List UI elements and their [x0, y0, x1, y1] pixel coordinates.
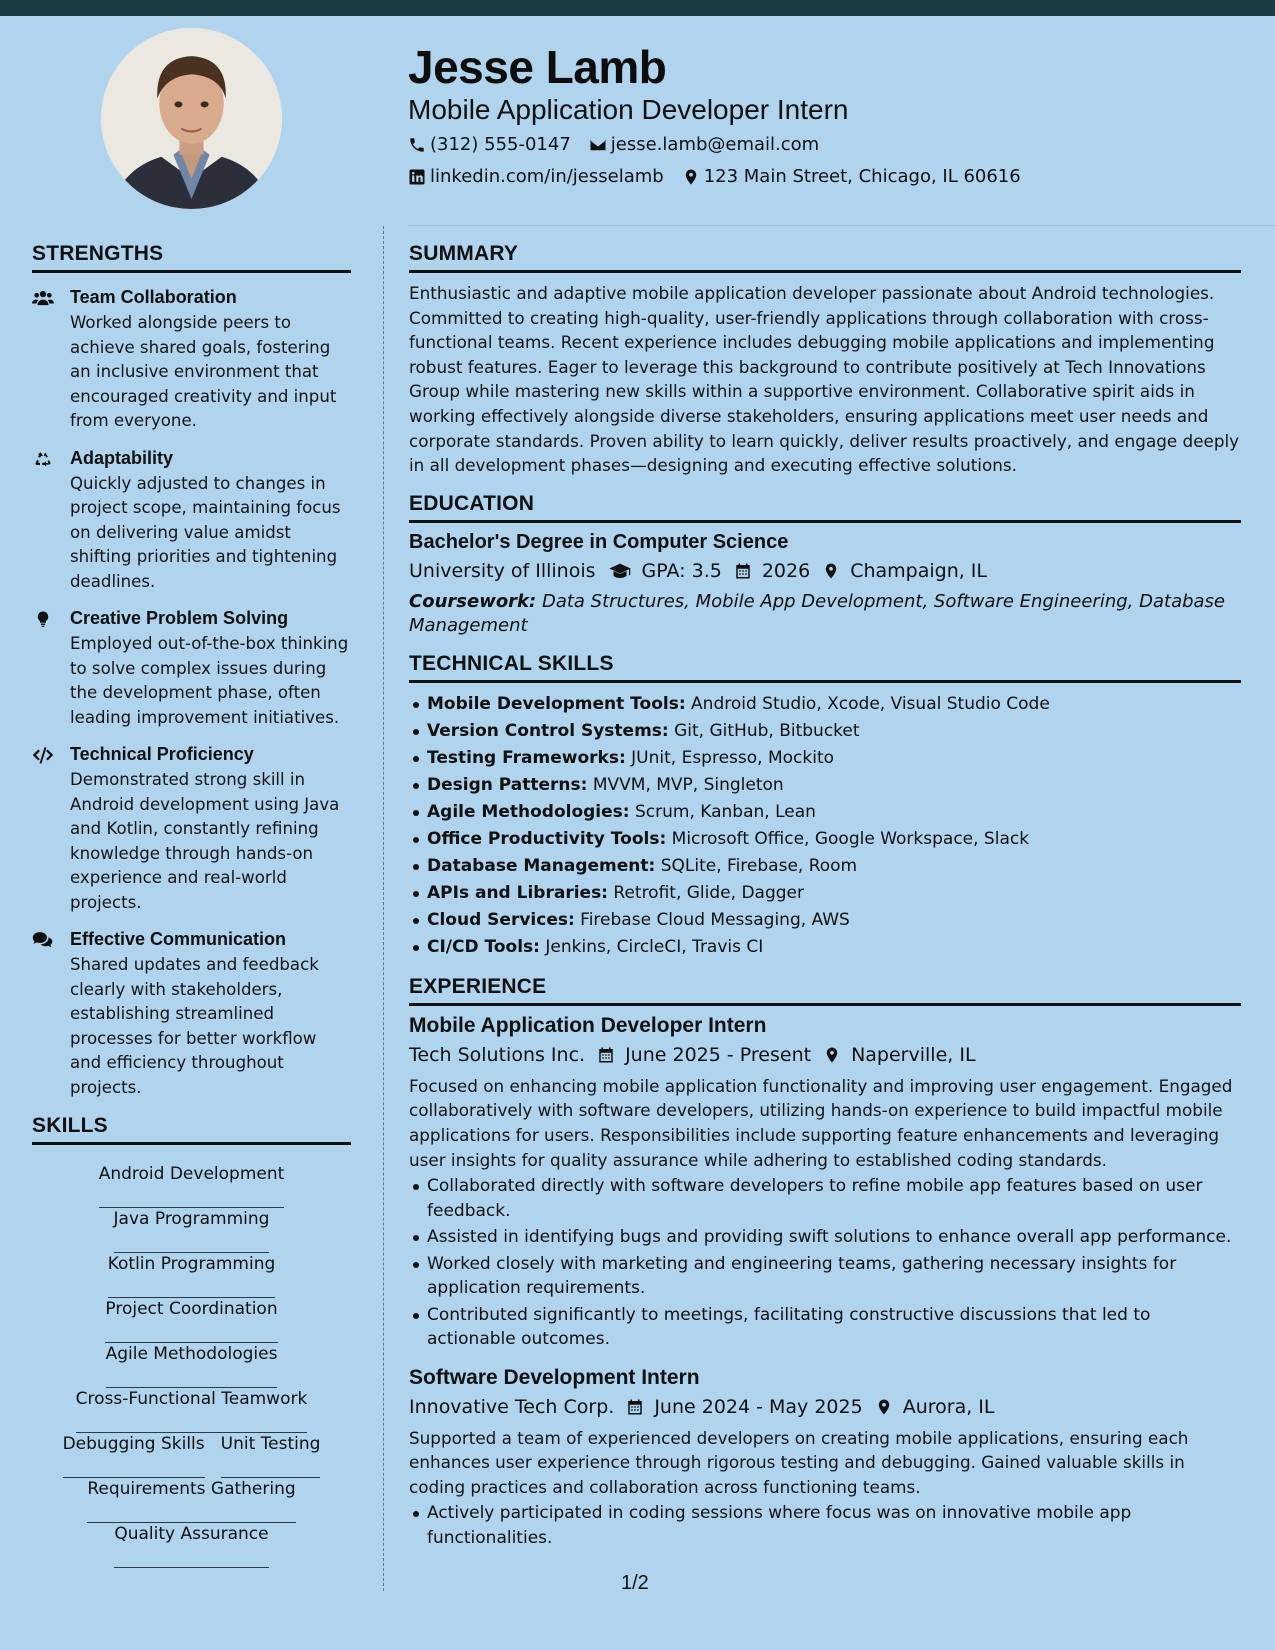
job-bullet: Worked closely with marketing and engineering teams, gathering necessary insights for application requirements. — [409, 1252, 1241, 1301]
envelope-icon — [589, 136, 607, 154]
calendar-icon — [734, 562, 752, 580]
job-meta — [409, 1396, 1241, 1418]
users-icon — [32, 289, 54, 307]
strength-desc: Employed out-of-the-box thinking to solve complex issues during the development phase, often leading improvement initiatives. — [70, 634, 349, 727]
experience-heading: EXPERIENCE — [409, 975, 1241, 1006]
skill-tag: Unit Testing — [221, 1433, 321, 1478]
company-name: Tech Solutions Inc. — [409, 1043, 586, 1066]
skills-heading: SKILLS — [32, 1114, 351, 1145]
job-title: Software Development Intern — [409, 1365, 700, 1389]
coursework — [409, 590, 1241, 638]
strength-desc: Quickly adjusted to changes in project scope, maintaining focus on delivering value amidst shifting priorities and tightening deadlines. — [70, 473, 341, 591]
school-name: University of Illinois — [409, 559, 596, 582]
strength-title: Creative Problem Solving — [70, 608, 289, 628]
skill-tag: Project Coordination — [105, 1298, 277, 1343]
candidate-title: Mobile Application Developer Intern — [408, 94, 849, 125]
skill-tag: Debugging Skills — [63, 1433, 205, 1478]
skill-tag: Java Programming — [114, 1208, 270, 1253]
skill-tag: Android Development — [99, 1163, 285, 1208]
contact-row-2 — [408, 166, 1039, 187]
profile-photo-image — [101, 28, 282, 209]
technical-skills-section — [409, 652, 1241, 961]
job-bullets — [409, 1501, 1241, 1550]
gpa-text: GPA: 3.5 — [641, 559, 722, 582]
job-summary: Focused on enhancing mobile application functionality and improving user engagement. Engaged collaboratively with software developers, utilizing hands-on experience to build impactful mobile applications for users. Responsibilities include supporting feature enhancements and leveraging user insights for quality assurance while adhering to established coding standards. — [409, 1075, 1233, 1170]
tech-skill-item: Database Management: SQLite, Firebase, Room — [409, 853, 1241, 880]
contact-address — [682, 166, 1021, 187]
grad-year: 2026 — [761, 559, 811, 582]
job-entry — [409, 1366, 1241, 1551]
map-pin-icon — [822, 562, 840, 580]
strength-title: Team Collaboration — [70, 287, 237, 307]
top-bar — [0, 0, 1275, 16]
contact-phone — [408, 134, 571, 155]
map-pin-icon — [875, 1398, 893, 1416]
map-pin-icon — [682, 168, 700, 186]
education-meta — [409, 560, 1241, 582]
skill-tag: Kotlin Programming — [108, 1253, 276, 1298]
strengths-heading: STRENGTHS — [32, 242, 351, 273]
job-dates: June 2025 - Present — [625, 1043, 812, 1066]
skill-tag: Quality Assurance — [114, 1523, 268, 1568]
job-meta — [409, 1044, 1241, 1066]
profile-photo — [101, 28, 282, 209]
technical-skills-heading: TECHNICAL SKILLS — [409, 652, 1241, 683]
right-column — [409, 242, 1241, 1564]
column-divider — [383, 226, 384, 1591]
tech-skill-item: APIs and Libraries: Retrofit, Glide, Dagger — [409, 880, 1241, 907]
contact-linkedin — [408, 166, 664, 187]
recycle-icon — [32, 450, 54, 468]
education-section — [409, 492, 1241, 638]
tech-skill-item: Agile Methodologies: Scrum, Kanban, Lean — [409, 799, 1241, 826]
technical-skills-list — [409, 691, 1241, 961]
strength-title: Effective Communication — [70, 929, 287, 949]
lightbulb-icon — [32, 610, 54, 628]
skill-tags — [32, 1163, 351, 1568]
job-bullet: Contributed significantly to meetings, facilitating constructive discussions that led to actionable outcomes. — [409, 1303, 1241, 1352]
summary-text: Enthusiastic and adaptive mobile application developer passionate about Android technologies. Committed to creating high-quality, user-friendly applications through collaboration with cross-functional teams. Recent experience includes debugging mobile applications and implementing robust features. Eager to leverage this background to contribute positively at Tech Innovations Group while mastering new skills within a supportive environment. Collaborative spirit aids in working effectively alongside diverse stakeholders, ensuring applications meet user needs and corporate standards. Proven ability to learn quickly, deliver results proactively, and engage deeply in all development phases—designing and executing effective solutions. — [409, 283, 1240, 476]
job-dates: June 2024 - May 2025 — [654, 1395, 863, 1418]
strengths-list — [32, 287, 351, 1100]
experience-section — [409, 975, 1241, 1551]
email-link[interactable]: jesse.lamb@email.com — [610, 134, 820, 155]
job-entry — [409, 1014, 1241, 1352]
strength-desc: Demonstrated strong skill in Android development using Java and Kotlin, constantly refining knowledge through hands-on experience and real-world projects. — [70, 770, 340, 912]
tech-skill-item: Version Control Systems: Git, GitHub, Bitbucket — [409, 718, 1241, 745]
job-summary: Supported a team of experienced developers on creating mobile applications, ensuring each enhances user experience through rigorous testing and debugging. Gained valuable skills in coding practices and collaboration across functioning teams. — [409, 1427, 1189, 1497]
summary-section — [409, 242, 1241, 478]
phone-text[interactable]: (312) 555-0147 — [430, 134, 571, 155]
tech-skill-item: Design Patterns: MVVM, MVP, Singleton — [409, 772, 1241, 799]
contact-row-1 — [408, 134, 837, 155]
strength-desc: Shared updates and feedback clearly with stakeholders, establishing streamlined processes for better workflow and efficiency throughout projects. — [70, 955, 319, 1097]
code-icon — [32, 746, 54, 764]
job-location: Naperville, IL — [851, 1043, 976, 1066]
degree-title: Bachelor's Degree in Computer Science — [409, 530, 789, 553]
comments-icon — [32, 931, 54, 949]
skill-tag: Agile Methodologies — [106, 1343, 278, 1388]
linkedin-icon — [408, 168, 426, 186]
strength-item — [32, 744, 351, 915]
summary-heading: SUMMARY — [409, 242, 1241, 273]
tech-skill-item: CI/CD Tools: Jenkins, CircleCI, Travis CI — [409, 934, 1241, 961]
calendar-icon — [597, 1046, 615, 1064]
left-column — [32, 242, 351, 1568]
job-bullets — [409, 1174, 1241, 1352]
job-bullet: Assisted in identifying bugs and providing swift solutions to enhance overall app performance. — [409, 1225, 1241, 1250]
strength-item — [32, 448, 351, 595]
contact-email — [589, 134, 819, 155]
map-pin-icon — [823, 1046, 841, 1064]
graduation-cap-icon — [608, 562, 632, 580]
tech-skill-item: Mobile Development Tools: Android Studio, Xcode, Visual Studio Code — [409, 691, 1241, 718]
job-location: Aurora, IL — [902, 1395, 995, 1418]
tech-skill-item: Testing Frameworks: JUnit, Espresso, Mockito — [409, 745, 1241, 772]
header-divider — [408, 225, 1275, 226]
strength-item — [32, 608, 351, 730]
skill-tag: Requirements Gathering — [87, 1478, 295, 1523]
education-heading: EDUCATION — [409, 492, 1241, 523]
strength-desc: Worked alongside peers to achieve shared goals, fostering an inclusive environment that encouraged creativity and input from everyone. — [70, 313, 337, 430]
page-number: 1/2 — [621, 1572, 649, 1594]
job-bullet: Collaborated directly with software developers to refine mobile app features based on user feedback. — [409, 1174, 1241, 1223]
company-name: Innovative Tech Corp. — [409, 1395, 615, 1418]
candidate-name: Jesse Lamb — [408, 41, 667, 93]
job-title: Mobile Application Developer Intern — [409, 1013, 767, 1037]
calendar-icon — [626, 1398, 644, 1416]
tech-skill-item: Cloud Services: Firebase Cloud Messaging, AWS — [409, 907, 1241, 934]
linkedin-link[interactable]: linkedin.com/in/jesselamb — [430, 166, 664, 187]
strength-title: Technical Proficiency — [70, 744, 254, 764]
strength-item — [32, 287, 351, 434]
school-location: Champaign, IL — [850, 559, 988, 582]
job-bullet: Actively participated in coding sessions where focus was on innovative mobile app functionalities. — [409, 1501, 1241, 1550]
coursework-list: Data Structures, Mobile App Development, Software Engineering, Database Management — [409, 590, 1226, 636]
phone-icon — [408, 136, 426, 154]
strength-title: Adaptability — [70, 447, 174, 468]
tech-skill-item: Office Productivity Tools: Microsoft Office, Google Workspace, Slack — [409, 826, 1241, 853]
address-text: 123 Main Street, Chicago, IL 60616 — [703, 166, 1021, 187]
skill-tag: Cross-Functional Teamwork — [76, 1388, 308, 1433]
skills-section — [32, 1114, 351, 1568]
strength-item — [32, 929, 351, 1100]
coursework-label: Coursework: — [409, 590, 537, 612]
